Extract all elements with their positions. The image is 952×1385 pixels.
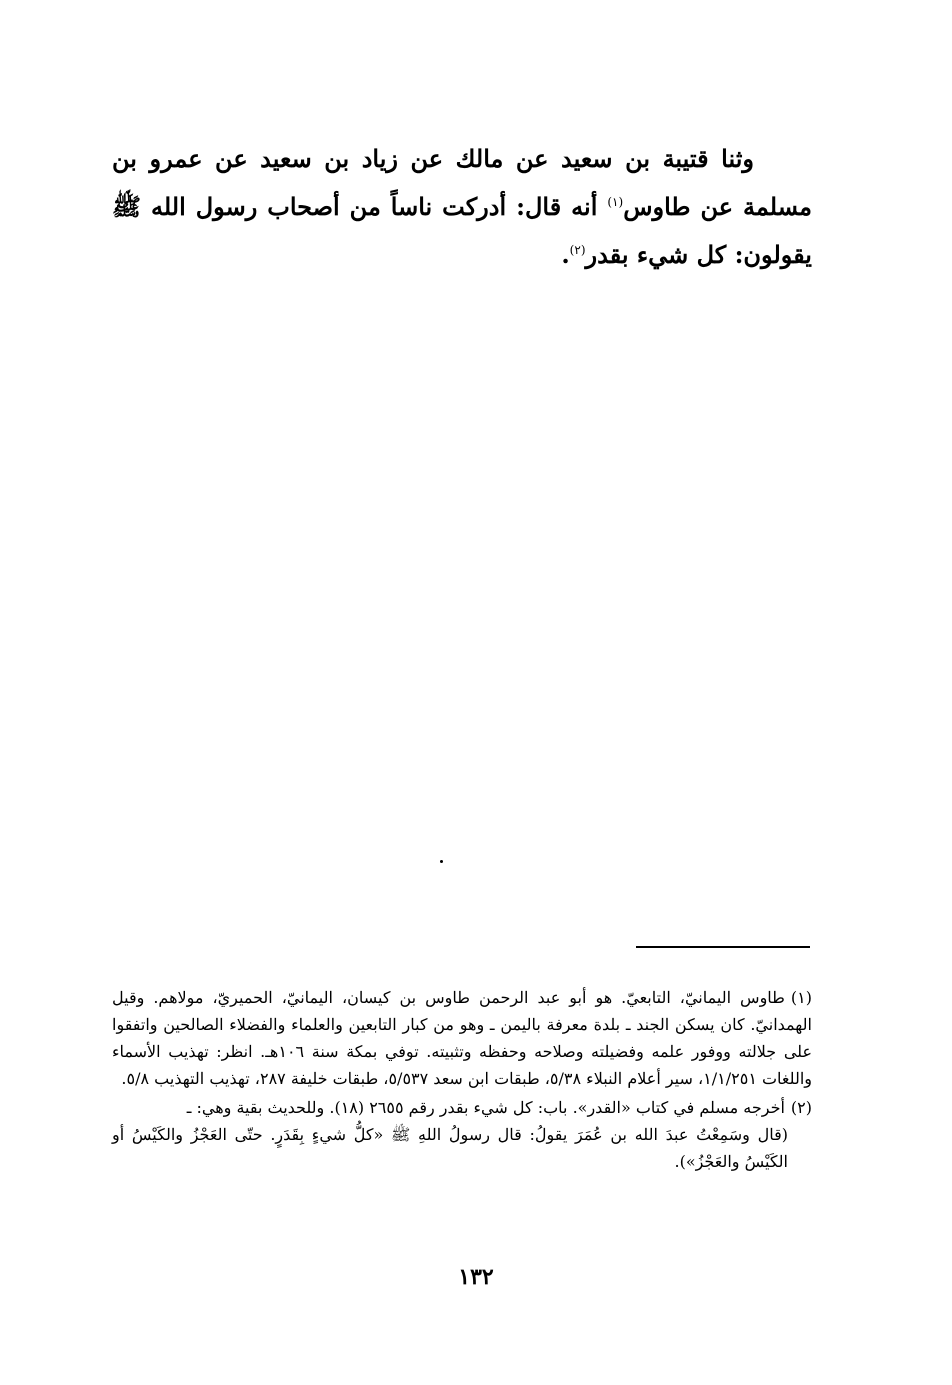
footnote-2-number: (٢)	[790, 1098, 812, 1117]
page-number: ١٣٢	[458, 1264, 494, 1290]
main-text-part2: أنه قال: أدركت ناساً من أصحاب رسول الله ﷺ يقولون: كل شيء بقدر	[112, 192, 812, 269]
footnote-ref-1[interactable]: (١)	[607, 195, 624, 209]
footnote-2-text: أخرجه مسلم في كتاب «القدر». باب: كل شيء بقدر رقم ٢٦٥٥ (١٨). وللحديث بقية وهي: ـ	[186, 1098, 785, 1117]
footnote-divider	[636, 946, 810, 948]
footnote-1-text: طاوس اليمانيّ، التابعيّ. هو أبو عبد الرحمن طاوس بن كيسان، اليمانيّ، الحميريّ، مولاهم. وقيل الهمدانيّ. كان يسكن الجند ـ بلدة معرفة باليمن ـ وهو من كبار التابعين والعلماء والفضلاء الصالحين واتفقوا على جلالته ووفور علمه وفضيلته وصلاحه وحفظه وتثبيته. توفي بمكة سنة ١٠٦هـ. انظر: تهذيب الأسماء واللغات ١/١/٢٥١، سير أعلام النبلاء ٥/٣٨، طبقات ابن سعد ٥/٥٣٧، طبقات خليفة ٢٨٧، تهذيب التهذيب ٥/٨.	[112, 988, 813, 1088]
main-text-part1: وثنا قتيبة بن سعيد عن مالك عن زياد بن سعيد عن عمرو بن مسلمة عن طاوس	[112, 144, 812, 221]
main-text-end: .	[561, 240, 570, 269]
main-paragraph	[112, 135, 812, 279]
footnote-1	[112, 984, 812, 1092]
scan-speck	[440, 860, 443, 863]
footnote-ref-2[interactable]: (٢)	[569, 243, 586, 257]
footnote-2	[112, 1094, 812, 1175]
footnote-2-quote: (قال وسَمِعْتُ عبدَ الله بن عُمَرَ يقولُ: قال رسولُ اللهِ ﷺ «كلُّ شيءٍ بِقَدَرٍ. حتّى العَجْزُ والكَيْسُ أو الكَيْسُ والعَجْزُ»).	[112, 1125, 788, 1171]
footnote-1-number: (١)	[790, 988, 812, 1007]
main-text-block	[112, 135, 812, 279]
footnotes-section	[112, 984, 812, 1177]
